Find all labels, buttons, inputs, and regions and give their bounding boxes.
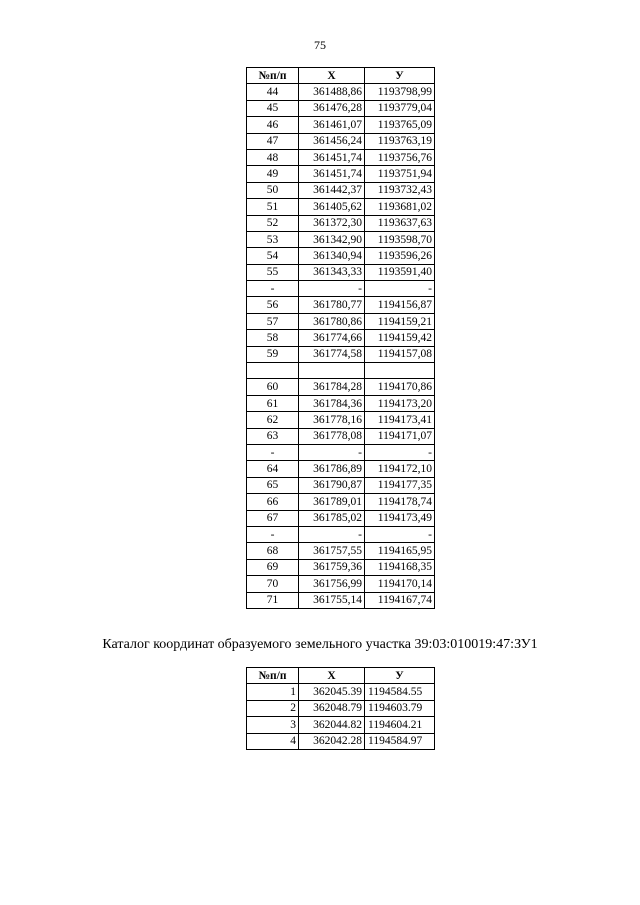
cell-y: 1193637,63 bbox=[365, 215, 435, 231]
cell-y: 1194157,08 bbox=[365, 346, 435, 362]
cell-y: 1193598,70 bbox=[365, 231, 435, 247]
cell-x: 361774,66 bbox=[299, 330, 365, 346]
cell-x: 361488,86 bbox=[299, 84, 365, 100]
table-row bbox=[247, 592, 435, 608]
table-header-row bbox=[247, 668, 435, 684]
cell-y: 1194603.79 bbox=[365, 700, 435, 716]
cell-index: 55 bbox=[247, 264, 299, 280]
cell-x: 361780,77 bbox=[299, 297, 365, 313]
cell-x: 361784,36 bbox=[299, 395, 365, 411]
cell-index: 67 bbox=[247, 510, 299, 526]
cell-y: 1193681,02 bbox=[365, 199, 435, 215]
cell-x: 361774,58 bbox=[299, 346, 365, 362]
table-row bbox=[247, 281, 435, 297]
cell-y: 1194171,07 bbox=[365, 428, 435, 444]
cell-x: 361476,28 bbox=[299, 100, 365, 116]
header-index: №п/п bbox=[247, 68, 299, 84]
cell-x: 361790,87 bbox=[299, 477, 365, 493]
cell-x: 361451,74 bbox=[299, 149, 365, 165]
cell-index: 44 bbox=[247, 84, 299, 100]
cell-y: 1194172,10 bbox=[365, 461, 435, 477]
cell-y: 1194173,20 bbox=[365, 395, 435, 411]
cell-index: 2 bbox=[247, 700, 299, 716]
cell-y: 1194173,49 bbox=[365, 510, 435, 526]
cell-index: 47 bbox=[247, 133, 299, 149]
page-number: 75 bbox=[314, 38, 326, 52]
table-row bbox=[247, 346, 435, 362]
cell-x: 361755,14 bbox=[299, 592, 365, 608]
table-row bbox=[247, 559, 435, 575]
cell-y bbox=[365, 363, 435, 379]
cell-index: 49 bbox=[247, 166, 299, 182]
table-row bbox=[247, 199, 435, 215]
cell-y: 1194156,87 bbox=[365, 297, 435, 313]
cell-index: 57 bbox=[247, 313, 299, 329]
cell-y: 1193732,43 bbox=[365, 182, 435, 198]
cell-index: 66 bbox=[247, 494, 299, 510]
table-row bbox=[247, 526, 435, 542]
cell-index: - bbox=[247, 526, 299, 542]
cell-index: 61 bbox=[247, 395, 299, 411]
cell-y: 1194584.97 bbox=[365, 733, 435, 749]
cell-y: 1194173,41 bbox=[365, 412, 435, 428]
cell-index: 1 bbox=[247, 684, 299, 700]
cell-y: 1194178,74 bbox=[365, 494, 435, 510]
table-row bbox=[247, 264, 435, 280]
cell-index: - bbox=[247, 444, 299, 460]
table-row bbox=[247, 700, 435, 716]
table-row bbox=[247, 149, 435, 165]
coordinates-table-1 bbox=[246, 67, 435, 609]
table-row bbox=[247, 248, 435, 264]
cell-index: 71 bbox=[247, 592, 299, 608]
cell-y: 1193763,19 bbox=[365, 133, 435, 149]
table-row bbox=[247, 494, 435, 510]
cell-index: 60 bbox=[247, 379, 299, 395]
table-row bbox=[247, 733, 435, 749]
cell-y: 1193596,26 bbox=[365, 248, 435, 264]
header-y: У bbox=[365, 668, 435, 684]
cell-index: 52 bbox=[247, 215, 299, 231]
table-row bbox=[247, 231, 435, 247]
cell-x: 361343,33 bbox=[299, 264, 365, 280]
cell-index: 63 bbox=[247, 428, 299, 444]
cell-index: 51 bbox=[247, 199, 299, 215]
cell-y: 1194604.21 bbox=[365, 717, 435, 733]
table-row bbox=[247, 100, 435, 116]
cell-x: 361451,74 bbox=[299, 166, 365, 182]
table-row bbox=[247, 684, 435, 700]
cell-index: 3 bbox=[247, 717, 299, 733]
cell-index: 4 bbox=[247, 733, 299, 749]
cell-y: 1194159,42 bbox=[365, 330, 435, 346]
cell-index: 46 bbox=[247, 117, 299, 133]
cell-x: 361442,37 bbox=[299, 182, 365, 198]
header-index: №п/п bbox=[247, 668, 299, 684]
cell-index: 64 bbox=[247, 461, 299, 477]
cell-x: 361778,08 bbox=[299, 428, 365, 444]
table-row bbox=[247, 510, 435, 526]
cell-y: 1194168,35 bbox=[365, 559, 435, 575]
cell-x: 361786,89 bbox=[299, 461, 365, 477]
cell-x: 361785,02 bbox=[299, 510, 365, 526]
cell-y: 1193591,40 bbox=[365, 264, 435, 280]
cell-y: 1194584.55 bbox=[365, 684, 435, 700]
cell-x: 362048.79 bbox=[299, 700, 365, 716]
coordinates-table-2 bbox=[246, 667, 435, 750]
cell-x: 361340,94 bbox=[299, 248, 365, 264]
cell-y: 1193751,94 bbox=[365, 166, 435, 182]
cell-y: 1193756,76 bbox=[365, 149, 435, 165]
cell-index: 54 bbox=[247, 248, 299, 264]
cell-y: - bbox=[365, 526, 435, 542]
table-row bbox=[247, 412, 435, 428]
table-row bbox=[247, 182, 435, 198]
cell-y: 1194167,74 bbox=[365, 592, 435, 608]
table-row bbox=[247, 313, 435, 329]
table-row bbox=[247, 543, 435, 559]
cell-x: 361456,24 bbox=[299, 133, 365, 149]
cell-y: 1194159,21 bbox=[365, 313, 435, 329]
cell-x: 362042.28 bbox=[299, 733, 365, 749]
cell-x: 361372,30 bbox=[299, 215, 365, 231]
cell-x: 361784,28 bbox=[299, 379, 365, 395]
cell-index: 58 bbox=[247, 330, 299, 346]
table-row bbox=[247, 363, 435, 379]
cell-x: 361757,55 bbox=[299, 543, 365, 559]
cell-index: - bbox=[247, 281, 299, 297]
cell-index: 62 bbox=[247, 412, 299, 428]
cell-x: 362044.82 bbox=[299, 717, 365, 733]
table-row bbox=[247, 330, 435, 346]
cell-x: 361461,07 bbox=[299, 117, 365, 133]
cell-index: 59 bbox=[247, 346, 299, 362]
cell-x bbox=[299, 363, 365, 379]
cell-y: 1194170,14 bbox=[365, 576, 435, 592]
table-row bbox=[247, 428, 435, 444]
table-row bbox=[247, 576, 435, 592]
cell-x: 361780,86 bbox=[299, 313, 365, 329]
cell-index: 45 bbox=[247, 100, 299, 116]
cell-index: 65 bbox=[247, 477, 299, 493]
cell-x: - bbox=[299, 526, 365, 542]
cell-x: - bbox=[299, 444, 365, 460]
table-row bbox=[247, 444, 435, 460]
table-row bbox=[247, 395, 435, 411]
header-x: X bbox=[299, 68, 365, 84]
cell-index: 53 bbox=[247, 231, 299, 247]
header-y: У bbox=[365, 68, 435, 84]
table-row bbox=[247, 215, 435, 231]
cell-y: 1193765,09 bbox=[365, 117, 435, 133]
cell-y: 1193779,04 bbox=[365, 100, 435, 116]
header-x: X bbox=[299, 668, 365, 684]
cell-y: 1194177,35 bbox=[365, 477, 435, 493]
section-title: Каталог координат образуемого земельного участка 39:03:010019:47:ЗУ1 bbox=[102, 637, 538, 652]
cell-x: 361778,16 bbox=[299, 412, 365, 428]
cell-x: 361789,01 bbox=[299, 494, 365, 510]
cell-x: 361405,62 bbox=[299, 199, 365, 215]
cell-x: 361756,99 bbox=[299, 576, 365, 592]
cell-y: - bbox=[365, 281, 435, 297]
table-row bbox=[247, 297, 435, 313]
cell-x: - bbox=[299, 281, 365, 297]
cell-y: 1193798,99 bbox=[365, 84, 435, 100]
cell-index: 48 bbox=[247, 149, 299, 165]
table-row bbox=[247, 477, 435, 493]
table-row bbox=[247, 84, 435, 100]
cell-y: 1194170,86 bbox=[365, 379, 435, 395]
table-row bbox=[247, 117, 435, 133]
cell-index bbox=[247, 363, 299, 379]
table-row bbox=[247, 461, 435, 477]
cell-index: 70 bbox=[247, 576, 299, 592]
table-row bbox=[247, 717, 435, 733]
cell-index: 50 bbox=[247, 182, 299, 198]
cell-x: 362045.39 bbox=[299, 684, 365, 700]
cell-index: 56 bbox=[247, 297, 299, 313]
cell-y: - bbox=[365, 444, 435, 460]
table-row bbox=[247, 379, 435, 395]
cell-index: 68 bbox=[247, 543, 299, 559]
table-row bbox=[247, 166, 435, 182]
table-row bbox=[247, 133, 435, 149]
cell-y: 1194165,95 bbox=[365, 543, 435, 559]
cell-x: 361759,36 bbox=[299, 559, 365, 575]
cell-index: 69 bbox=[247, 559, 299, 575]
table-header-row bbox=[247, 68, 435, 84]
cell-x: 361342,90 bbox=[299, 231, 365, 247]
